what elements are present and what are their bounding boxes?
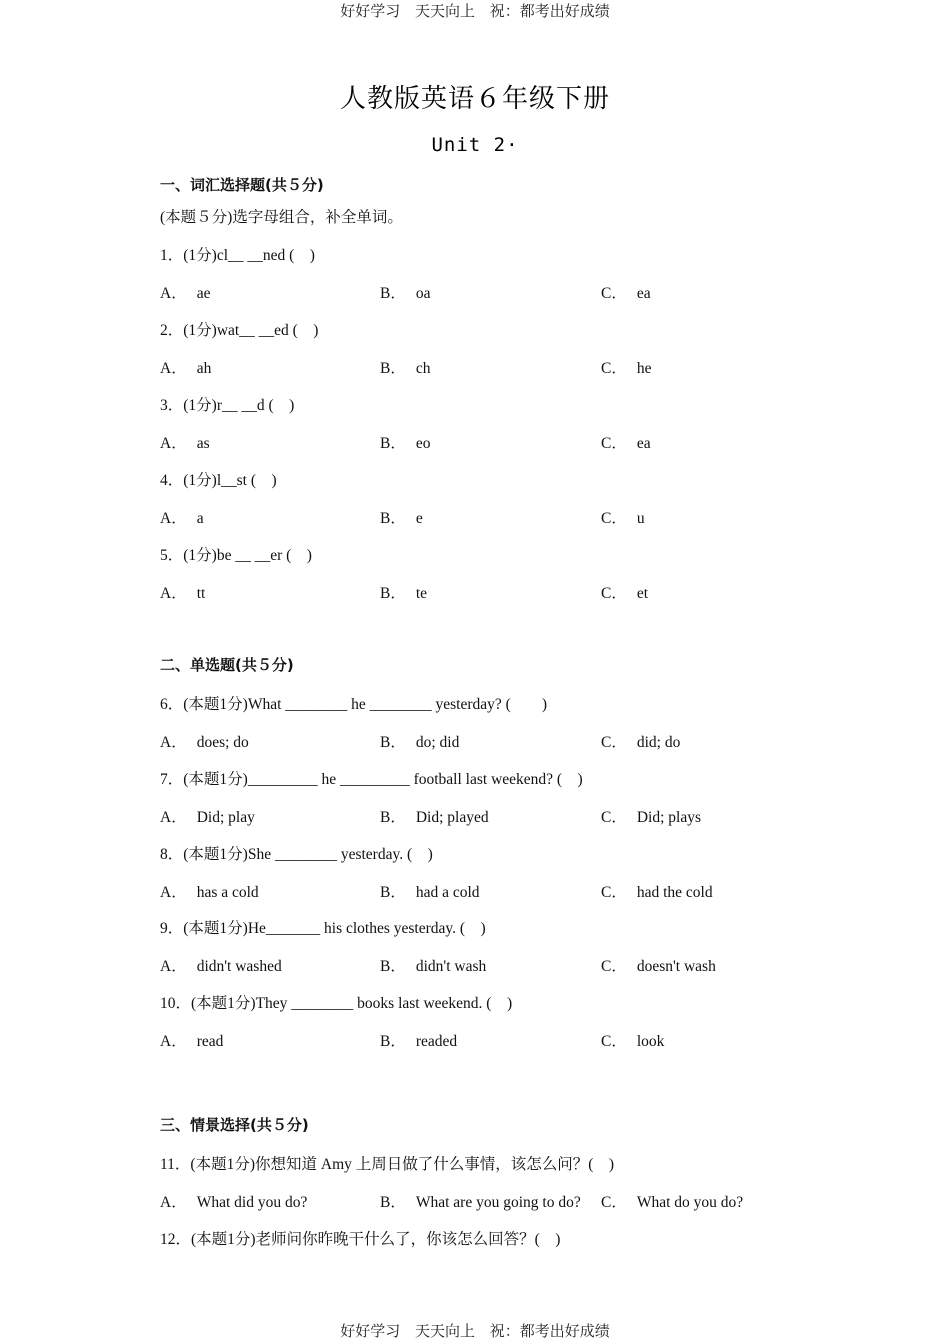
option-b: B． e xyxy=(380,510,423,527)
option-a: A． ae xyxy=(160,285,211,302)
option-c: C． What do you do? xyxy=(601,1194,744,1211)
question-stem: 4．(1分)l__st ( ) xyxy=(160,472,277,489)
option-b: B． didn't wash xyxy=(380,958,487,975)
question-stem: 8．(本题1分)She ________ yesterday. ( ) xyxy=(160,846,433,863)
option-a: A． tt xyxy=(160,585,206,602)
option-b: B． readed xyxy=(380,1033,458,1050)
option-c: C． ea xyxy=(601,435,651,452)
option-c: C． had the cold xyxy=(601,884,713,901)
document-subtitle: Unit 2· xyxy=(431,134,519,156)
option-a: A． Did; play xyxy=(160,809,255,826)
option-c: C． u xyxy=(601,510,645,527)
option-c: C． did; do xyxy=(601,734,681,751)
section-heading: 三、情景选择(共５分) xyxy=(160,1116,309,1134)
question-stem: 7．(本题1分)_________ he _________ football last weekend? ( ) xyxy=(160,771,583,788)
question-stem: 2．(1分)wat__ __ed ( ) xyxy=(160,322,319,339)
option-c: C． look xyxy=(601,1033,665,1050)
question-stem: 12．(本题1分)老师问你昨晚干什么了，你该怎么回答？( ) xyxy=(160,1231,561,1248)
question-stem: 10．(本题1分)They ________ books last weekend. ( ) xyxy=(160,995,513,1012)
option-c: C． he xyxy=(601,360,652,377)
question-stem: 9．(本题1分)He_______ his clothes yesterday. ( ) xyxy=(160,920,486,937)
section-heading: 一、词汇选择题(共５分) xyxy=(160,176,324,194)
option-a: A． What did you do? xyxy=(160,1194,308,1211)
option-c: C． et xyxy=(601,585,649,602)
option-b: B． had a cold xyxy=(380,884,480,901)
option-a: A． didn't washed xyxy=(160,958,282,975)
option-c: C． Did; plays xyxy=(601,809,701,826)
option-b: B． do; did xyxy=(380,734,460,751)
option-b: B． eo xyxy=(380,435,431,452)
option-b: B． What are you going to do? xyxy=(380,1194,581,1211)
section-instruction: (本题５分)选字母组合，补全单词。 xyxy=(160,209,403,226)
option-b: B． te xyxy=(380,585,428,602)
running-header: 好好学习 天天向上 祝：都考出好成绩 xyxy=(340,2,610,20)
option-b: B． ch xyxy=(380,360,431,377)
option-a: A． as xyxy=(160,435,210,452)
option-a: A． read xyxy=(160,1033,224,1050)
question-stem: 1．(1分)cl__ __ned ( ) xyxy=(160,247,315,264)
option-b: B． oa xyxy=(380,285,431,302)
question-stem: 6．(本题1分)What ________ he ________ yesterday? ( ) xyxy=(160,696,547,713)
option-c: C． ea xyxy=(601,285,651,302)
section-heading: 二、单选题(共５分) xyxy=(160,656,294,674)
option-c: C． doesn't wash xyxy=(601,958,716,975)
option-b: B． Did; played xyxy=(380,809,489,826)
option-a: A． has a cold xyxy=(160,884,259,901)
option-a: A． a xyxy=(160,510,204,527)
option-a: A． does; do xyxy=(160,734,249,751)
question-stem: 3．(1分)r__ __d ( ) xyxy=(160,397,295,414)
question-stem: 11．(本题1分)你想知道 Amy 上周日做了什么事情，该怎么问？( ) xyxy=(160,1156,615,1173)
option-a: A． ah xyxy=(160,360,212,377)
question-stem: 5．(1分)be __ __er ( ) xyxy=(160,547,312,564)
document-title: 人教版英语６年级下册 xyxy=(339,84,610,114)
running-footer: 好好学习 天天向上 祝：都考出好成绩 xyxy=(340,1322,610,1340)
